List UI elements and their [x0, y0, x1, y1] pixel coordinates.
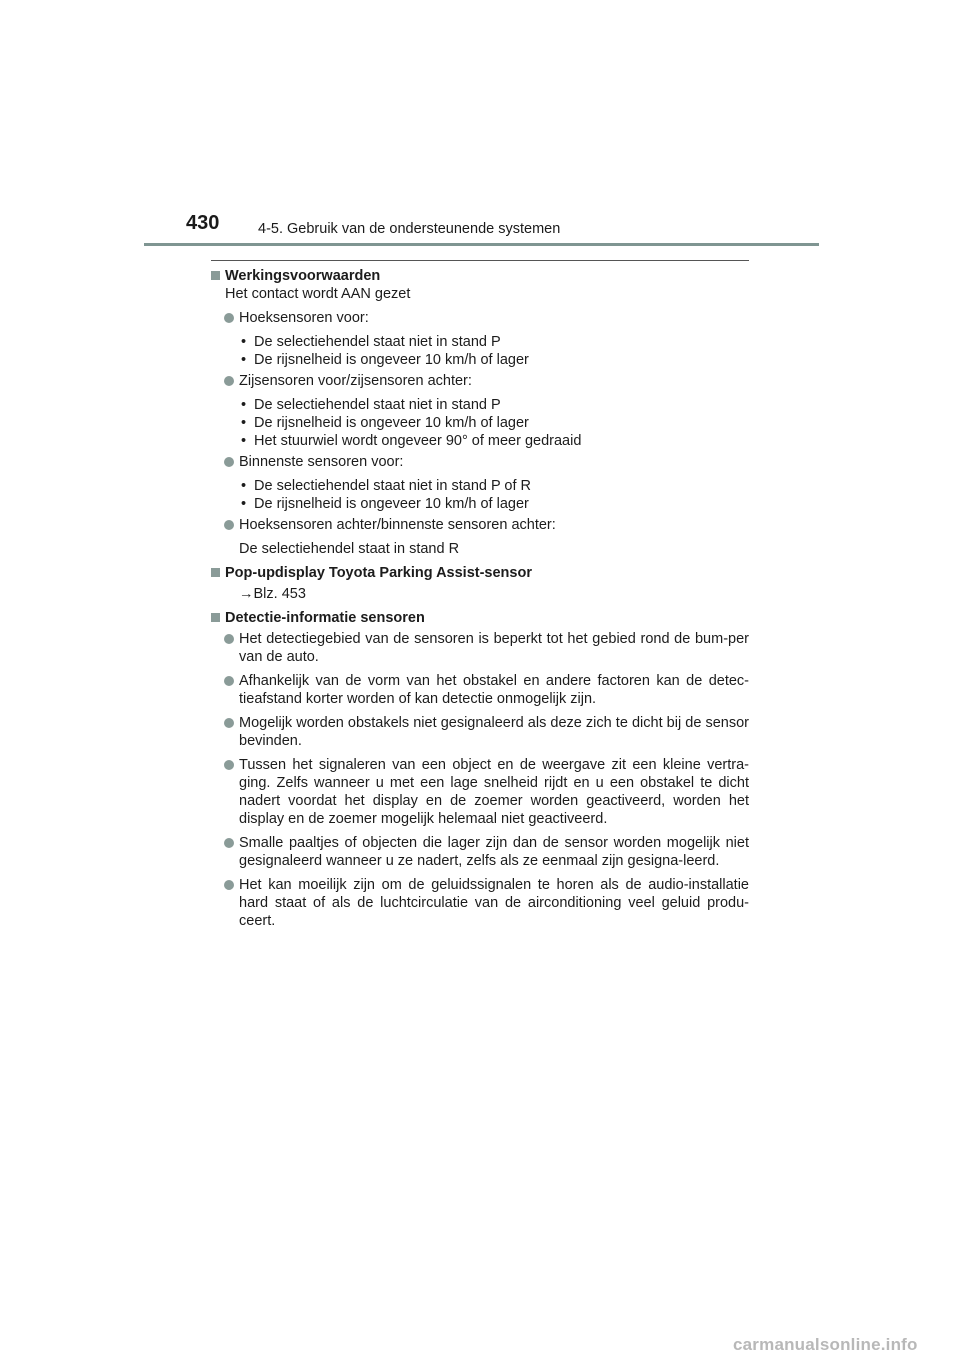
- chapter-title: 4-5. Gebruik van de ondersteunende systemen: [258, 221, 561, 237]
- page-content: [211, 267, 749, 930]
- round-bullet-icon: [224, 718, 234, 728]
- round-bullet-icon: [224, 457, 234, 467]
- sub-item: • De selectiehendel staat niet in stand P: [241, 334, 501, 350]
- list-item-text: De selectiehendel staat in stand R: [239, 541, 460, 557]
- list-item: Het detectiegebied van de sensoren is beperkt tot het gebied rond de bum-per van de auto.: [211, 630, 749, 666]
- page-reference-link[interactable]: →Blz. 453: [239, 586, 306, 602]
- list-item: Hoeksensoren achter/binnenste sensoren achter:: [211, 516, 749, 534]
- square-bullet-icon: [211, 271, 220, 280]
- sub-list: [211, 396, 749, 450]
- section-heading-werking: Werkingsvoorwaarden: [211, 267, 749, 285]
- sub-item: • De rijsnelheid is ongeveer 10 km/h of lager: [241, 415, 529, 431]
- round-bullet-icon: [224, 634, 234, 644]
- round-bullet-icon: [224, 313, 234, 323]
- sub-list: [211, 477, 749, 513]
- section-heading-detectie: Detectie-informatie sensoren: [211, 609, 749, 627]
- round-bullet-icon: [224, 838, 234, 848]
- list-item: Mogelijk worden obstakels niet gesignaleerd als deze zich te dicht bij de sensor bevinden.: [211, 714, 749, 750]
- section-heading-popup: Pop-updisplay Toyota Parking Assist-sensor: [211, 564, 749, 582]
- round-bullet-icon: [224, 676, 234, 686]
- sub-item: • De rijsnelheid is ongeveer 10 km/h of lager: [241, 352, 529, 368]
- sub-item: • De rijsnelheid is ongeveer 10 km/h of lager: [241, 496, 529, 512]
- sub-item: • De selectiehendel staat niet in stand P: [241, 397, 501, 413]
- sub-item: • Het stuurwiel wordt ongeveer 90° of meer gedraaid: [241, 433, 582, 449]
- round-bullet-icon: [224, 760, 234, 770]
- list-item: Binnenste sensoren voor:: [211, 453, 749, 471]
- list-item: Smalle paaltjes of objecten die lager zijn dan de sensor worden mogelijk niet gesignaleerd wanneer u ze nadert, zelfs als ze eenmaal zijn gesigna-leerd.: [211, 834, 749, 870]
- sub-list: [211, 333, 749, 369]
- section-rule: [211, 260, 749, 261]
- watermark: carmanualsonline.info: [733, 1335, 918, 1354]
- page-number: 430: [186, 212, 220, 234]
- werking-intro: Het contact wordt AAN gezet: [225, 286, 411, 302]
- square-bullet-icon: [211, 613, 220, 622]
- round-bullet-icon: [224, 520, 234, 530]
- round-bullet-icon: [224, 880, 234, 890]
- sub-item: • De selectiehendel staat niet in stand P of R: [241, 478, 532, 494]
- list-item: Afhankelijk van de vorm van het obstakel en andere factoren kan de detec-tieafstand korter worden of kan detectie onmogelijk zijn.: [211, 672, 749, 708]
- list-item: Zijsensoren voor/zijsensoren achter:: [211, 372, 749, 390]
- round-bullet-icon: [224, 376, 234, 386]
- list-item: Het kan moeilijk zijn om de geluidssignalen te horen als de audio-installatie hard staat of als de luchtcirculatie van de airconditioning veel geluid produ-ceert.: [211, 876, 749, 930]
- header-rule: [144, 243, 819, 246]
- list-item: Hoeksensoren voor:: [211, 309, 749, 327]
- list-item: Tussen het signaleren van een object en de weergave zit een kleine vertra-ging. Zelfs wanneer u met een lage snelheid rijdt en u een obstakel te dicht nadert voordat het display en de zoemer worden geactiveerd, worden het display en de zoemer mogelijk helemaal niet geactiveerd.: [211, 756, 749, 828]
- square-bullet-icon: [211, 568, 220, 577]
